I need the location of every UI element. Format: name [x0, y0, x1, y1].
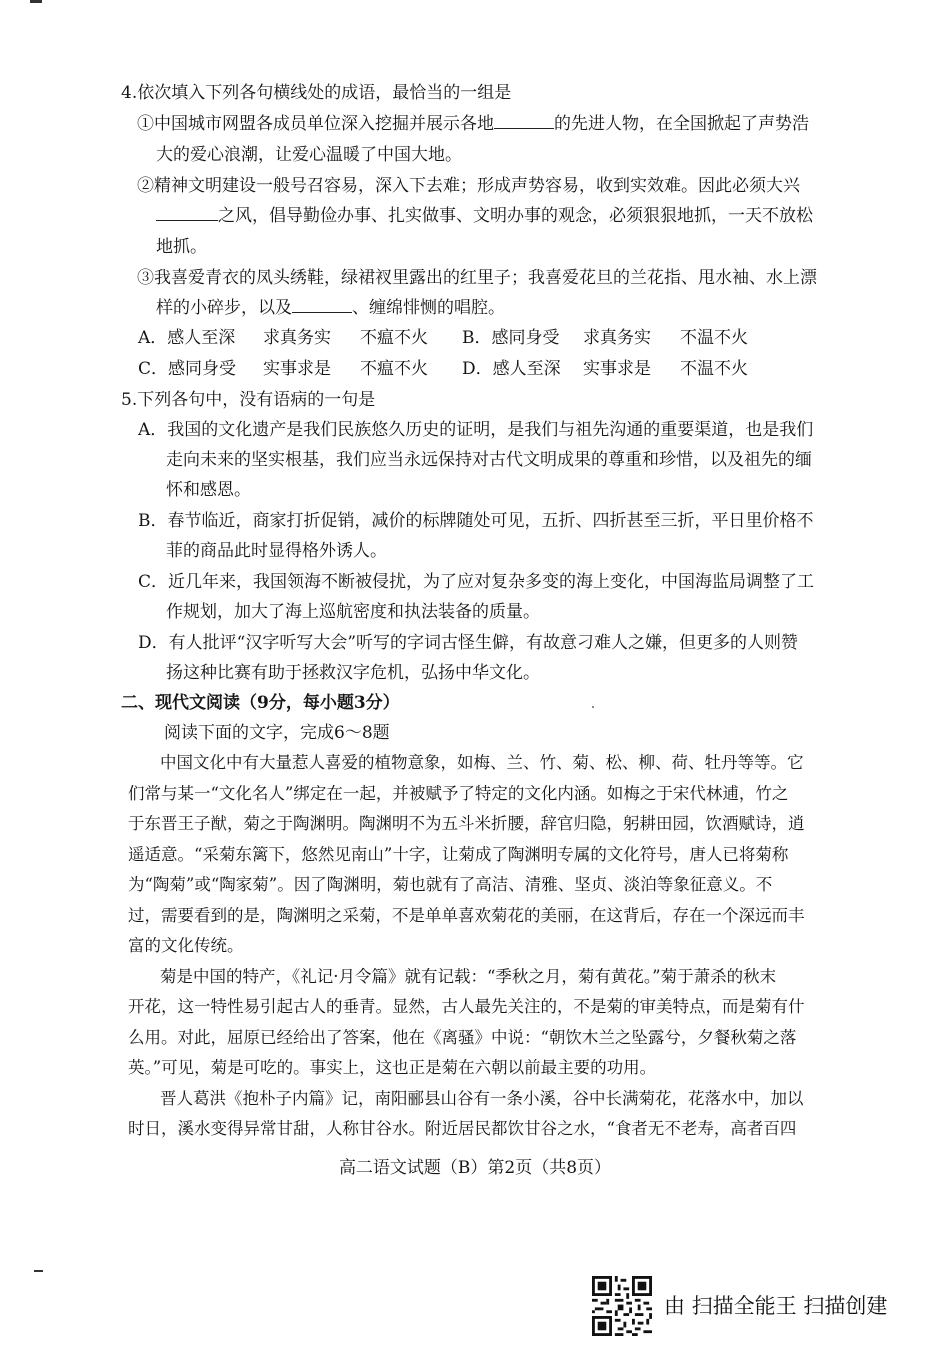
q4-sentence2-line3: 地抓。: [156, 237, 207, 257]
page-footer: 高二语文试题（B）第2页（共8页）: [338, 1158, 612, 1178]
passage-line: 开花，这一特性易引起古人的垂青。显然，古人最先关注的，不是菊的审美特点，而是菊有什: [128, 997, 805, 1016]
q4-option-c-word2: 实事求是: [263, 359, 331, 379]
passage-line: 英。”可见，菊是可吃的。事实上，这也正是菊在六朝以前最主要的功用。: [128, 1058, 657, 1077]
section-instruction: 阅读下面的文字，完成6～8题: [164, 723, 390, 743]
q4-option-b-label: B．感同身受: [462, 328, 560, 348]
q4-option-a-word3: 不瘟不火: [360, 328, 428, 348]
answer-blank: [156, 206, 218, 221]
passage-line: 遥适意。“采菊东篱下，悠然见南山”十字，让菊成了陶渊明专属的文化符号，唐人已将菊称: [128, 845, 789, 864]
q4-option-c-label: C．感同身受: [138, 359, 237, 379]
q4-option-d-label: D．感人至深: [462, 359, 561, 379]
q4-option-d-word2: 实事求是: [583, 359, 651, 379]
q5-option-b-line2: 菲的商品此时显得格外诱人。: [166, 541, 387, 561]
passage-line: 们常与某一“文化名人”绑定在一起，并被赋予了特定的文化内涵。如梅之于宋代林逋，竹之: [128, 784, 789, 803]
q5-option-a-line2: 走向未来的坚实根基，我们应当永远保持对古代文明成果的尊重和珍惜，以及祖先的缅: [166, 450, 812, 470]
q4-sentence2-line2: [156, 205, 813, 227]
passage-line: 富的文化传统。: [128, 936, 244, 955]
q5-option-d-line1: D．有人批评“汉字听写大会”听写的字词古怪生僻，有故意刁难人之嫌，但更多的人则赞: [138, 633, 799, 653]
passage-line: 过，需要看到的是，陶渊明之采菊，不是单单喜欢菊花的美丽，在这背后，存在一个深远而丰: [128, 906, 805, 925]
scanner-watermark: 由 扫描全能王 扫描创建: [664, 1294, 888, 1318]
q4-sentence2-line1: ②精神文明建设一般号召容易，深入下去难；形成声势容易，收到实效难。因此必须大兴: [137, 176, 800, 196]
q4-sentence1-line2: 大的爱心浪潮，让爱心温暖了中国大地。: [156, 145, 462, 165]
q5-option-d-line2: 扬这种比赛有助于拯救汉字危机，弘扬中华文化。: [166, 663, 540, 683]
passage-line: 菊是中国的特产，《礼记·月令篇》就有记载：“季秋之月，菊有黄花。”菊于萧杀的秋末: [160, 967, 777, 986]
q4-s1-part-b: 的先进人物，在全国掀起了声势浩: [554, 114, 809, 134]
passage-line: 么用。对此，屈原已经给出了答案，他在《离骚》中说：“朝饮木兰之坠露兮，夕餐秋菊之落: [128, 1028, 797, 1047]
q4-s3-part-a: 样的小碎步，以及: [156, 298, 292, 318]
scan-mark: [30, 0, 42, 3]
q5-option-c-line1: C．近几年来，我国领海不断被侵扰，为了应对复杂多变的海上变化，中国海监局调整了工: [138, 572, 815, 592]
q4-options-row1: [138, 327, 748, 349]
section-heading: 二、现代文阅读（9分，每小题3分）: [121, 693, 400, 713]
q5-stem: 5.下列各句中，没有语病的一句是: [121, 390, 376, 410]
qr-code-icon: [592, 1276, 652, 1336]
passage-line: 为“陶菊”或“陶家菊”。因了陶渊明，菊也就有了高洁、清雅、坚贞、淡泊等象征意义。不: [128, 875, 773, 894]
q4-sentence3-line1: ③我喜爱青衣的凤头绣鞋，绿裙衩里露出的红里子；我喜爱花旦的兰花指、甩水袖、水上漂: [137, 268, 817, 288]
q5-option-a-line3: 怀和感恩。: [166, 480, 251, 500]
q4-s3-part-c: 、缠绵悱恻的唱腔。: [352, 298, 505, 318]
q4-stem: 4.依次填入下列各句横线处的成语，最恰当的一组是: [121, 83, 512, 103]
q5-option-b-line1: B．春节临近，商家打折促销，减价的标牌随处可见，五折、四折甚至三折，平日里价格不: [138, 511, 814, 531]
q4-s1-part-a: ①中国城市网盟各成员单位深入挖掘并展示各地: [137, 114, 494, 134]
q4-sentence1-line1: [137, 113, 809, 135]
q4-option-d-word3: 不温不火: [680, 359, 748, 379]
answer-blank: [494, 114, 554, 129]
q5-option-a-line1: A．我国的文化遗产是我们民族悠久历史的证明，是我们与祖先沟通的重要渠道，也是我们: [138, 420, 814, 440]
q4-option-c-word3: 不瘟不火: [360, 359, 428, 379]
q4-s2-part-b: 之风，倡导勤俭办事、扎实做事、文明办事的观念，必须狠狠地抓，一天不放松: [218, 206, 813, 226]
passage-line: 时日，溪水变得异常甘甜，人称甘谷水。附近居民都饮甘谷之水，“食者无不老寿，高者百四: [128, 1119, 797, 1138]
q4-option-b-word2: 求真务实: [583, 328, 651, 348]
q4-option-b-word3: 不温不火: [680, 328, 748, 348]
passage-line: 中国文化中有大量惹人喜爱的植物意象，如梅、兰、竹、菊、松、柳、荷、牡丹等等。它: [160, 753, 804, 772]
passage-line: 晋人葛洪《抱朴子内篇》记，南阳郦县山谷有一条小溪，谷中长满菊花，花落水中，加以: [160, 1089, 804, 1108]
scan-mark: [34, 1270, 43, 1272]
q4-sentence3-line2: [156, 297, 505, 319]
q4-options-row2: [138, 358, 748, 380]
answer-blank: [292, 298, 352, 313]
q4-option-a-word2: 求真务实: [263, 328, 331, 348]
scan-speck: [592, 706, 594, 708]
q4-option-a-label: A．感人至深: [138, 328, 236, 348]
passage-line: 于东晋王子猷，菊之于陶渊明。陶渊明不为五斗米折腰，辞官归隐，躬耕田园，饮酒赋诗，逍: [128, 814, 805, 833]
q5-option-c-line2: 作规划，加大了海上巡航密度和执法装备的质量。: [166, 602, 540, 622]
